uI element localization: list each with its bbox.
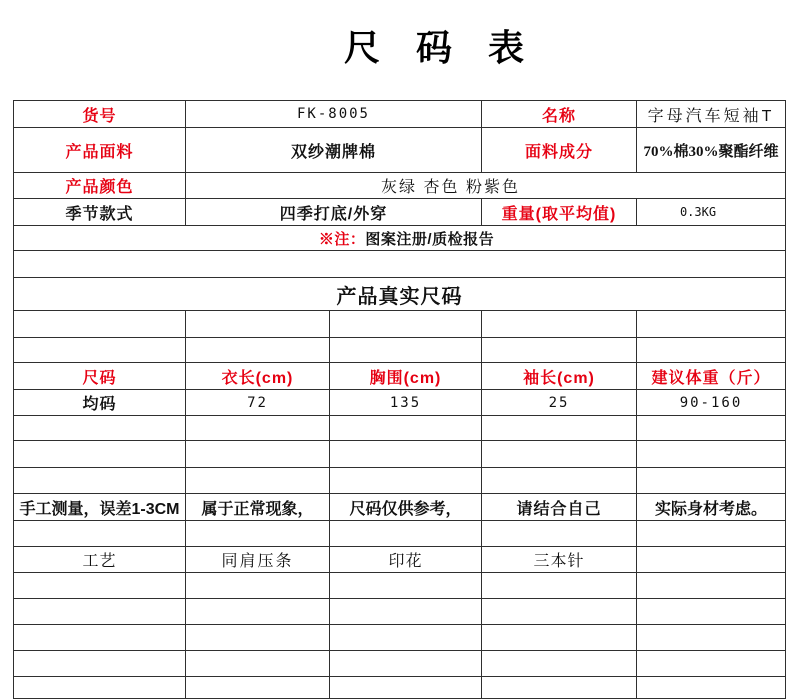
- empty-cell: [482, 677, 637, 699]
- empty-cell: [14, 441, 186, 468]
- empty-cell: [14, 573, 186, 599]
- empty-cell: [637, 521, 786, 547]
- empty-cell: [186, 677, 330, 699]
- empty-cell: [14, 338, 186, 363]
- empty-cell: [186, 599, 330, 625]
- empty-cell: [482, 468, 637, 494]
- empty-cell: [482, 416, 637, 441]
- empty-cell: [482, 651, 637, 677]
- empty-cell: [637, 599, 786, 625]
- fabric-label: 产品面料: [14, 128, 186, 173]
- empty-cell: [482, 311, 637, 338]
- empty-cell: [186, 573, 330, 599]
- fabric-value: 双纱潮牌棉: [186, 128, 482, 173]
- empty-cell: [330, 441, 482, 468]
- empty-cell: [637, 338, 786, 363]
- composition-value: 70%棉30%聚酯纤维: [637, 128, 786, 173]
- item-no-value: FK-8005: [186, 101, 482, 128]
- empty-cell: [14, 677, 186, 699]
- empty-cell: [482, 625, 637, 651]
- color-value: 灰绿 杏色 粉紫色: [186, 173, 786, 199]
- season-value: 四季打底/外穿: [186, 199, 482, 226]
- item-no-label: 货号: [14, 101, 186, 128]
- empty-cell: [637, 311, 786, 338]
- weight-label: 重量(取平均值): [482, 199, 637, 226]
- size-value-weight: 90-160: [637, 390, 786, 416]
- empty-cell: [330, 651, 482, 677]
- weight-value: 0.3KG: [637, 199, 786, 226]
- empty-cell: [330, 338, 482, 363]
- empty-cell: [186, 338, 330, 363]
- product-name-label: 名称: [482, 101, 637, 128]
- size-header-sleeve: 袖长(cm): [482, 363, 637, 390]
- size-header-length: 衣长(cm): [186, 363, 330, 390]
- empty-cell: [186, 441, 330, 468]
- empty-cell: [637, 573, 786, 599]
- note-text: 图案注册/质检报告: [365, 230, 495, 248]
- empty-cell: [186, 521, 330, 547]
- empty-cell: [14, 311, 186, 338]
- empty-cell: [330, 521, 482, 547]
- empty-cell: [14, 416, 186, 441]
- size-chart-grid: [13, 100, 786, 699]
- color-label: 产品颜色: [14, 173, 186, 199]
- empty-cell: [186, 416, 330, 441]
- empty-row: [14, 251, 786, 278]
- empty-cell: [14, 599, 186, 625]
- page-title: 尺 码 表: [344, 27, 531, 68]
- season-label: 季节款式: [14, 199, 186, 226]
- empty-cell: [330, 625, 482, 651]
- empty-cell: [186, 651, 330, 677]
- empty-cell: [637, 651, 786, 677]
- empty-cell: [482, 573, 637, 599]
- size-section-title: 产品真实尺码: [14, 278, 786, 311]
- note-cell: [14, 226, 786, 251]
- empty-cell: [14, 625, 186, 651]
- empty-cell: [637, 416, 786, 441]
- empty-cell: [637, 441, 786, 468]
- craft-cell: 同肩压条: [186, 547, 330, 573]
- size-header-chest: 胸围(cm): [330, 363, 482, 390]
- empty-cell: [637, 547, 786, 573]
- size-value-sleeve: 25: [482, 390, 637, 416]
- empty-cell: [330, 468, 482, 494]
- size-header-size: 尺码: [14, 363, 186, 390]
- craft-cell: 印花: [330, 547, 482, 573]
- empty-cell: [330, 416, 482, 441]
- empty-cell: [186, 311, 330, 338]
- empty-cell: [330, 573, 482, 599]
- empty-cell: [482, 599, 637, 625]
- empty-cell: [482, 338, 637, 363]
- disclaimer-cell: 属于正常现象，: [186, 494, 330, 521]
- empty-cell: [14, 468, 186, 494]
- empty-cell: [637, 677, 786, 699]
- disclaimer-cell: 尺码仅供参考，: [330, 494, 482, 521]
- size-value-length: 72: [186, 390, 330, 416]
- empty-cell: [482, 441, 637, 468]
- size-header-weight: 建议体重（斤）: [637, 363, 786, 390]
- empty-cell: [186, 625, 330, 651]
- empty-cell: [330, 677, 482, 699]
- product-name-value: 字母汽车短袖T: [637, 101, 786, 128]
- empty-cell: [482, 521, 637, 547]
- craft-cell: 三本针: [482, 547, 637, 573]
- empty-cell: [637, 468, 786, 494]
- disclaimer-cell: 请结合自己: [482, 494, 637, 521]
- empty-cell: [637, 625, 786, 651]
- craft-label: 工艺: [14, 547, 186, 573]
- size-value-chest: 135: [330, 390, 482, 416]
- empty-cell: [330, 599, 482, 625]
- note-prefix: ※注：: [318, 230, 366, 248]
- empty-cell: [330, 311, 482, 338]
- empty-cell: [14, 521, 186, 547]
- disclaimer-cell: 实际身材考虑。: [637, 494, 786, 521]
- empty-cell: [14, 651, 186, 677]
- empty-cell: [186, 468, 330, 494]
- composition-label: 面料成分: [482, 128, 637, 173]
- size-value-size: 均码: [14, 390, 186, 416]
- disclaimer-cell: 手工测量，误差1-3CM: [14, 494, 186, 521]
